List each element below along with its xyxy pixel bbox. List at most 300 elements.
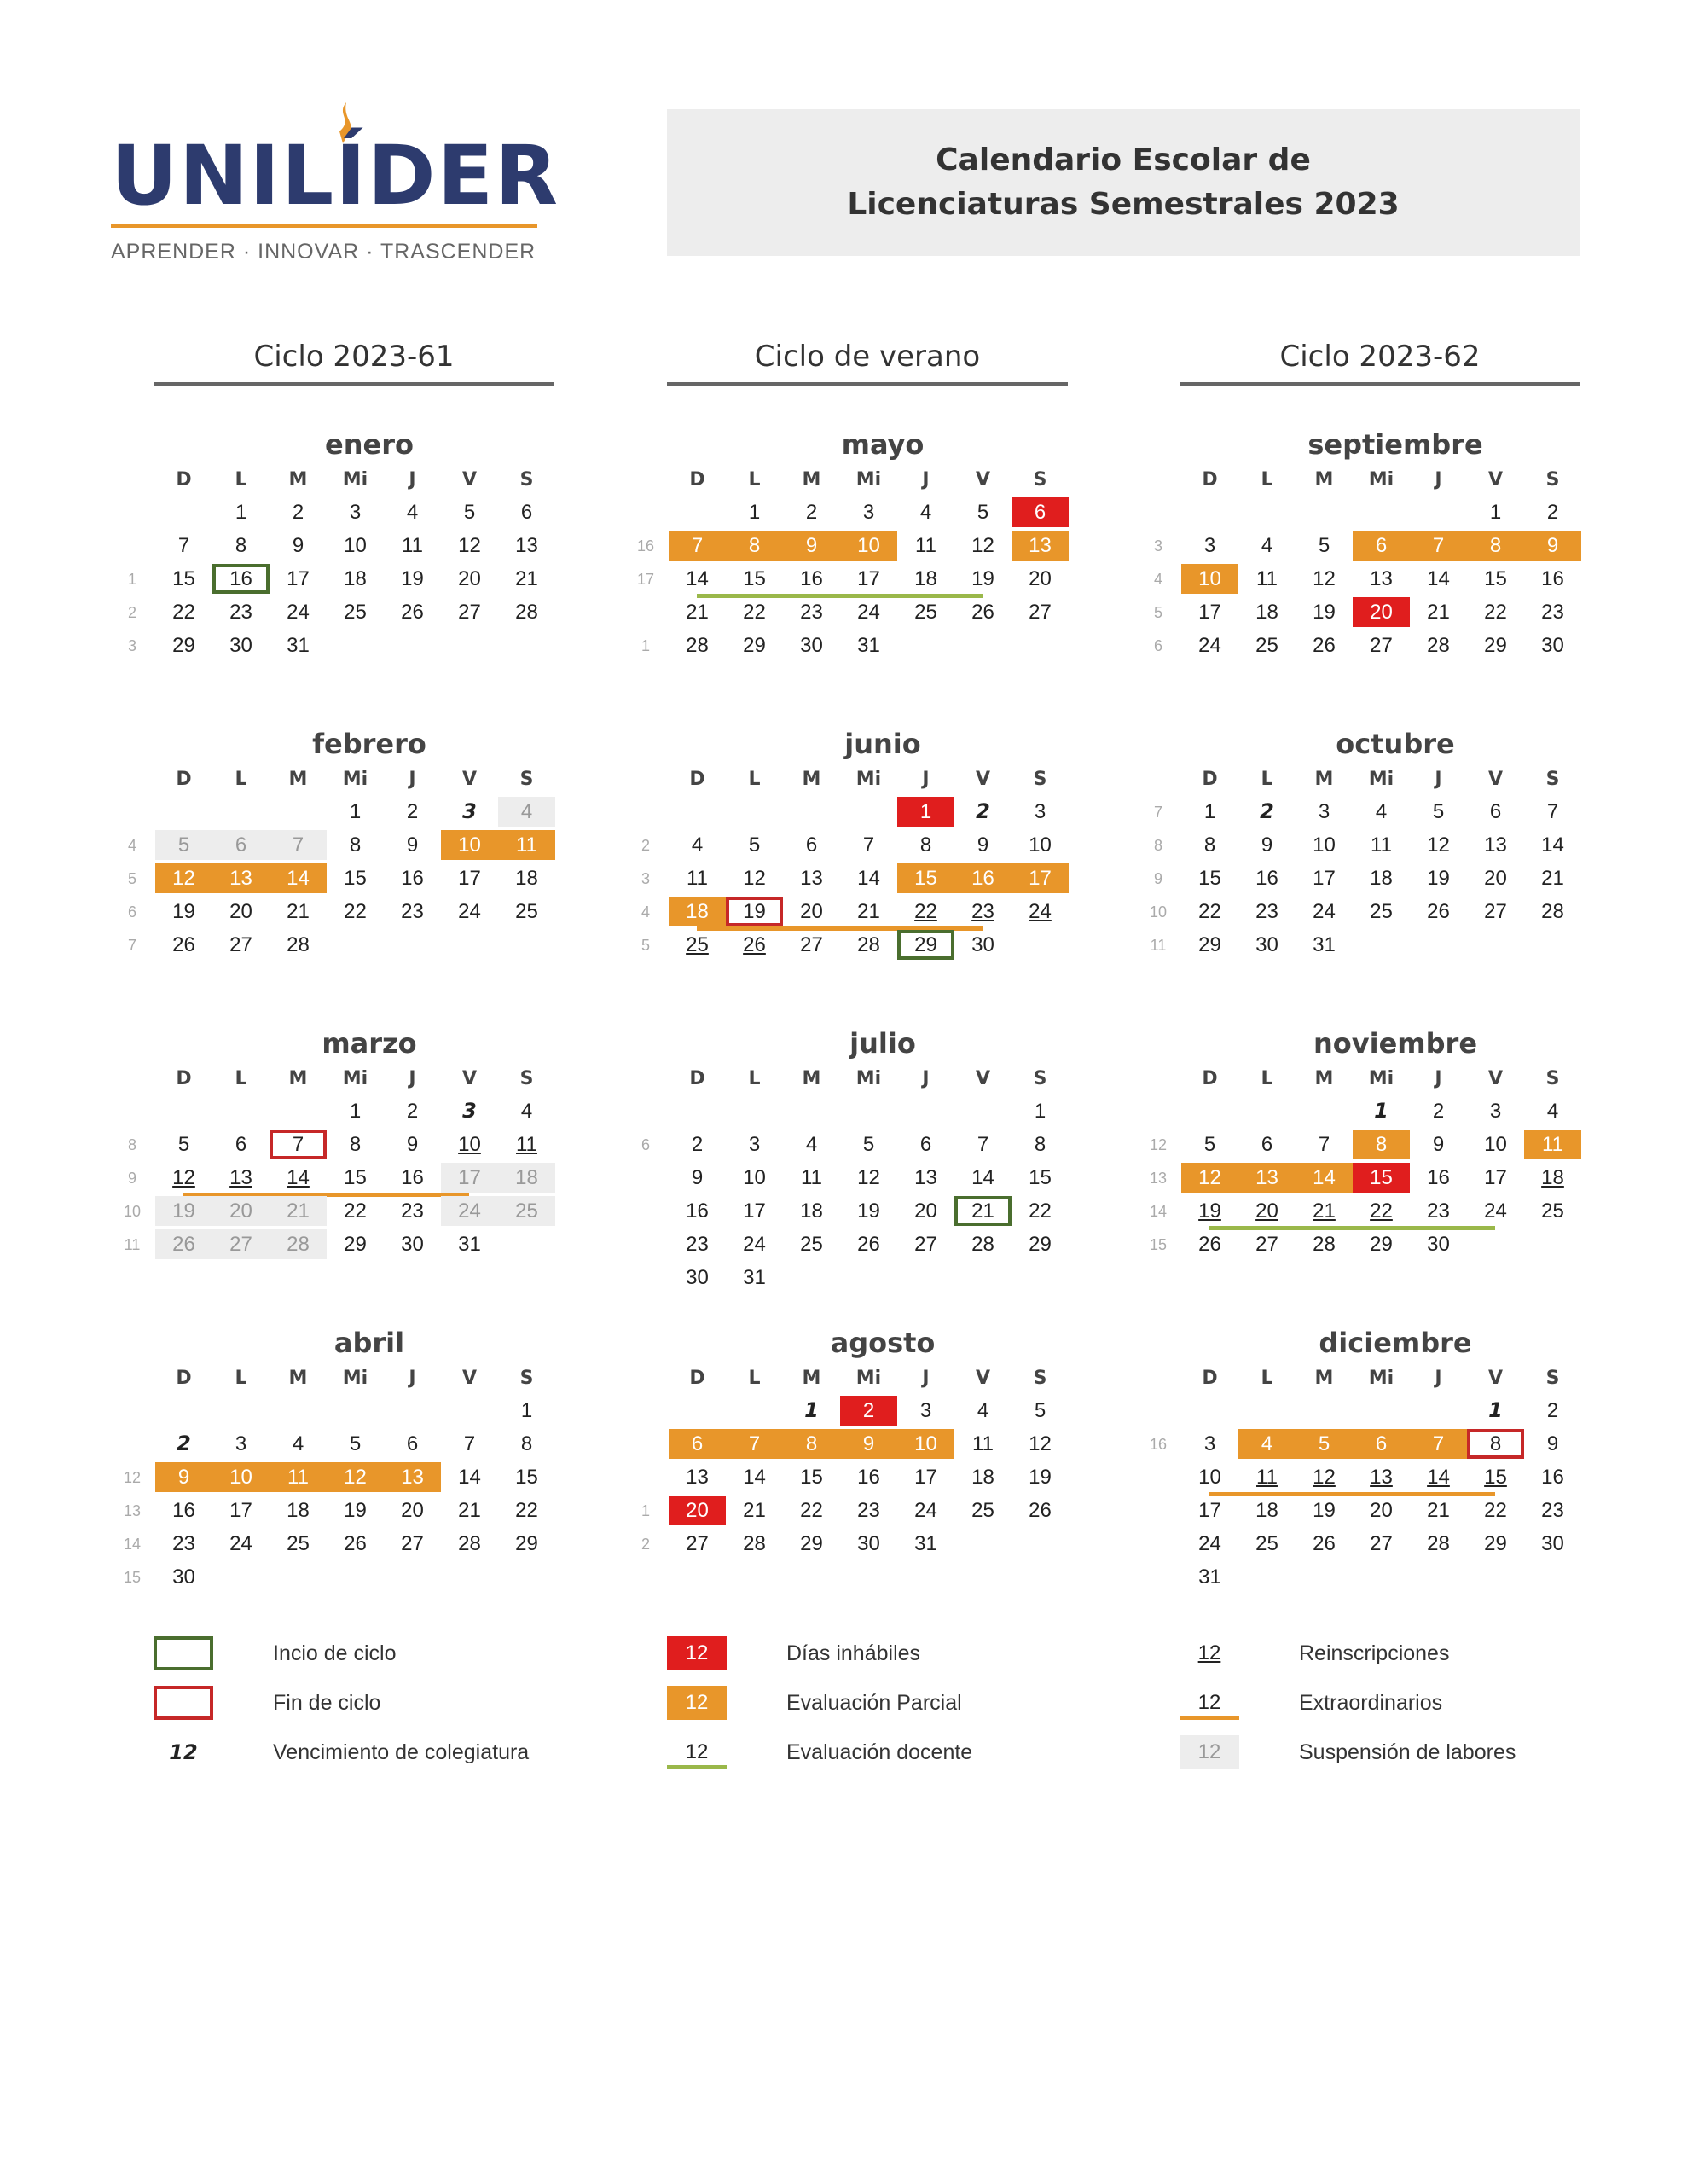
day-cell: 9 — [1432, 1133, 1445, 1156]
day-cell: 1 — [1034, 1100, 1046, 1123]
week-row — [111, 829, 588, 863]
cycle-header-2023-62 — [1180, 340, 1580, 386]
day-cell: 14 — [458, 1466, 481, 1489]
weekday-label: L — [235, 469, 247, 491]
month-agosto — [624, 1327, 1102, 1561]
day-cell: 18 — [1541, 1166, 1564, 1189]
day-cell: 3 — [862, 501, 875, 524]
day-cell: 17 — [1484, 1166, 1507, 1189]
day-cell: 27 — [401, 1532, 424, 1555]
week-row — [1137, 796, 1615, 829]
week-number: 15 — [1149, 1236, 1168, 1253]
week-number: 11 — [124, 1236, 141, 1253]
title-box — [667, 109, 1580, 256]
day-cell: 5 — [1318, 534, 1330, 557]
day-cell: 28 — [458, 1532, 481, 1555]
day-cell: 7 — [463, 1432, 476, 1455]
day-cell: 30 — [1541, 1532, 1564, 1555]
week-number — [624, 1461, 667, 1495]
week-number: 3 — [1153, 537, 1162, 555]
day-cell: 28 — [1427, 634, 1450, 657]
week-row — [1137, 1095, 1615, 1129]
day-cell: 15 — [1484, 567, 1507, 590]
day-cell: 2 — [1432, 1100, 1445, 1123]
month-abril — [111, 1327, 588, 1594]
day-cell: 20 — [914, 1199, 937, 1223]
day-cell: 8 — [1353, 1130, 1410, 1159]
day-cell: 25 — [344, 601, 367, 624]
day-cell: 10 — [743, 1166, 766, 1189]
day-cell: 19 — [1029, 1466, 1052, 1489]
week-number — [624, 497, 667, 530]
day-cell: 13 — [800, 867, 823, 890]
week-row — [1137, 1162, 1615, 1195]
week-number: 2 — [641, 837, 650, 854]
weekday-label: V — [1487, 1068, 1504, 1089]
day-cell: 28 — [971, 1233, 994, 1256]
legend-label: Días inhábiles — [786, 1641, 921, 1665]
day-cell: 30 — [800, 634, 823, 657]
week-number — [624, 596, 667, 630]
day-cell: 23 — [401, 1199, 424, 1223]
day-cell: 27 — [1029, 601, 1052, 624]
week-number: 12 — [1149, 1136, 1168, 1153]
weekday-label: S — [1545, 1068, 1560, 1089]
day-cell: 24 — [743, 1233, 766, 1256]
day-cell: 25 — [1370, 900, 1393, 923]
day-cell: 16 — [401, 1166, 424, 1189]
day-cell: 12 — [327, 1462, 384, 1492]
day-cell: 23 — [401, 900, 424, 923]
legend-swatch-underline: 12 — [1197, 1641, 1221, 1664]
day-cell: 12 — [1029, 1432, 1052, 1455]
day-cell: 19 — [1313, 601, 1336, 624]
weekday-header — [1137, 764, 1615, 796]
week-number — [111, 1095, 154, 1129]
week-row — [624, 596, 1102, 630]
day-cell: 16 — [1541, 1466, 1564, 1489]
day-cell: 2 — [177, 1432, 191, 1455]
day-cell: 22 — [344, 900, 367, 923]
week-number: 11 — [1150, 937, 1167, 954]
day-cell: 1 — [1488, 1398, 1503, 1422]
day-cell: 23 — [1255, 900, 1278, 923]
day-cell: 6 — [919, 1133, 932, 1156]
legend-swatch-orange: 12 — [667, 1686, 727, 1720]
day-cell: 19 — [726, 897, 783, 926]
legend-label: Evaluación Parcial — [786, 1691, 962, 1715]
week-number — [624, 796, 667, 829]
weekday-label: J — [1435, 769, 1442, 790]
day-cell: 14 — [287, 1166, 310, 1189]
week-row — [1137, 1195, 1615, 1228]
day-cell: 27 — [1370, 1532, 1393, 1555]
week-row — [1137, 530, 1615, 563]
week-number: 14 — [1149, 1203, 1168, 1220]
weekday-label: D — [1202, 469, 1218, 491]
week-number: 2 — [641, 1536, 650, 1553]
week-row — [1137, 630, 1615, 663]
day-cell: 9 — [783, 531, 840, 561]
day-cell: 31 — [458, 1233, 481, 1256]
month-marzo — [111, 1027, 588, 1262]
day-cell: 5 — [862, 1133, 875, 1156]
day-cell: 12 — [857, 1166, 880, 1189]
day-cell: 6 — [1353, 531, 1410, 561]
day-cell: 6 — [1353, 1429, 1410, 1459]
week-row — [111, 1095, 588, 1129]
month-title: enero — [325, 428, 414, 461]
cycle-divider — [1180, 382, 1580, 386]
week-number: 12 — [123, 1469, 142, 1486]
legend-swatch-green-border — [154, 1636, 213, 1670]
day-cell: 7 — [177, 534, 190, 557]
day-cell: 29 — [344, 1233, 367, 1256]
day-cell: 15 — [1353, 1163, 1410, 1193]
week-row — [111, 1129, 588, 1162]
day-cell: 8 — [1034, 1133, 1046, 1156]
month-title: julio — [849, 1027, 916, 1060]
day-cell: 13 — [686, 1466, 709, 1489]
day-cell: 9 — [406, 1133, 419, 1156]
weekday-label: V — [1487, 469, 1504, 491]
day-cell: 12 — [1313, 567, 1336, 590]
day-cell: 6 — [669, 1429, 726, 1459]
weekday-label: D — [176, 769, 192, 790]
day-cell: 11 — [972, 1432, 994, 1455]
day-cell: 24 — [1484, 1199, 1507, 1223]
day-cell: 4 — [498, 797, 555, 827]
day-cell: 27 — [1255, 1233, 1278, 1256]
day-cell: 24 — [857, 601, 880, 624]
day-cell: 11 — [516, 1133, 537, 1156]
weekday-label: L — [1261, 1068, 1273, 1089]
day-cell: 22 — [743, 601, 766, 624]
day-cell: 9 — [840, 1429, 897, 1459]
month-title: febrero — [312, 728, 426, 760]
weekday-label: M — [802, 469, 821, 491]
weekday-header — [111, 464, 588, 497]
day-cell: 15 — [172, 567, 195, 590]
day-cell: 31 — [1198, 1565, 1221, 1589]
day-cell: 19 — [155, 1196, 212, 1226]
cycle-label: Ciclo 2023-62 — [1279, 340, 1481, 374]
day-cell: 29 — [1484, 634, 1507, 657]
week-row — [1137, 596, 1615, 630]
weekday-label: S — [519, 769, 534, 790]
week-number: 10 — [123, 1203, 142, 1220]
day-cell: 1 — [1374, 1099, 1388, 1123]
day-cell: 16 — [1255, 867, 1278, 890]
day-cell: 9 — [1524, 531, 1581, 561]
weekday-label: J — [409, 1368, 416, 1389]
day-cell: 7 — [1546, 800, 1559, 823]
weekday-label: Mi — [1368, 469, 1394, 491]
week-number: 8 — [1153, 837, 1162, 854]
day-cell: 7 — [1318, 1133, 1330, 1156]
week-row — [111, 530, 588, 563]
day-cell: 31 — [914, 1532, 937, 1555]
day-cell: 8 — [919, 834, 932, 857]
day-cell: 26 — [743, 933, 766, 956]
week-number: 5 — [1153, 604, 1162, 621]
day-cell: 21 — [1541, 867, 1564, 890]
day-cell: 10 — [441, 830, 498, 860]
day-cell: 30 — [1427, 1233, 1450, 1256]
day-cell: 30 — [686, 1266, 709, 1289]
week-number: 6 — [641, 1136, 650, 1153]
day-cell: 28 — [270, 1229, 327, 1259]
day-cell: 24 — [1313, 900, 1336, 923]
day-cell: 26 — [1198, 1233, 1221, 1256]
weekday-label: Mi — [1368, 1068, 1394, 1089]
day-cell: 8 — [1467, 531, 1524, 561]
day-cell: 14 — [1427, 1466, 1450, 1489]
week-row — [111, 1495, 588, 1528]
weekday-header — [1137, 1362, 1615, 1395]
week-row — [624, 896, 1102, 929]
day-cell: 10 — [344, 534, 367, 557]
day-cell: 10 — [458, 1133, 481, 1156]
week-row — [624, 1129, 1102, 1162]
week-number: 16 — [1149, 1436, 1168, 1453]
weekday-label: L — [235, 1368, 247, 1389]
week-number: 4 — [127, 837, 136, 854]
day-cell: 16 — [1541, 567, 1564, 590]
day-cell: 8 — [235, 534, 247, 557]
week-number: 9 — [1153, 870, 1162, 887]
day-cell: 15 — [1484, 1466, 1507, 1489]
week-row — [624, 1095, 1102, 1129]
day-cell: 18 — [914, 567, 937, 590]
day-cell: 11 — [1524, 1130, 1581, 1159]
legend-swatch-red-border — [154, 1686, 213, 1720]
day-cell: 15 — [515, 1466, 538, 1489]
month-diciembre — [1137, 1327, 1615, 1594]
day-cell: 29 — [1484, 1532, 1507, 1555]
weekday-header — [624, 464, 1102, 497]
week-row — [1137, 1495, 1615, 1528]
weekday-label: V — [461, 769, 478, 790]
day-cell: 22 — [914, 900, 937, 923]
legend-label: Evaluación docente — [786, 1740, 973, 1764]
week-row — [111, 1428, 588, 1461]
day-cell: 24 — [1198, 634, 1221, 657]
day-cell: 29 — [172, 634, 195, 657]
day-cell: 28 — [515, 601, 538, 624]
day-cell: 6 — [805, 834, 818, 857]
day-cell: 7 — [1410, 531, 1467, 561]
cycle-divider — [154, 382, 554, 386]
day-cell: 7 — [669, 531, 726, 561]
month-title: noviembre — [1313, 1027, 1478, 1060]
day-cell: 7 — [862, 834, 875, 857]
day-cell: 13 — [515, 534, 538, 557]
day-cell: 27 — [914, 1233, 937, 1256]
week-row — [111, 596, 588, 630]
weekday-label: S — [1033, 1368, 1047, 1389]
day-cell: 30 — [172, 1565, 195, 1589]
day-cell: 8 — [349, 834, 362, 857]
day-cell: 15 — [1198, 867, 1221, 890]
week-number: 7 — [127, 937, 136, 954]
day-cell: 2 — [840, 1396, 897, 1426]
month-febrero — [111, 728, 588, 962]
day-cell: 18 — [971, 1466, 994, 1489]
day-cell: 4 — [1261, 534, 1273, 557]
day-cell: 28 — [1541, 900, 1564, 923]
day-cell: 23 — [686, 1233, 709, 1256]
day-cell: 5 — [977, 501, 989, 524]
day-cell: 31 — [1313, 933, 1336, 956]
week-number: 17 — [636, 571, 655, 588]
day-cell: 21 — [1313, 1199, 1336, 1223]
week-number — [1137, 1495, 1180, 1528]
cycle-divider — [667, 382, 1068, 386]
month-enero — [111, 428, 588, 663]
day-cell: 11 — [1371, 834, 1392, 857]
day-cell: 5 — [349, 1432, 362, 1455]
day-cell: 20 — [401, 1499, 424, 1522]
week-row — [1137, 1528, 1615, 1561]
day-cell: 20 — [1029, 567, 1052, 590]
day-cell: 13 — [384, 1462, 441, 1492]
day-cell: 25 — [1541, 1199, 1564, 1223]
day-cell: 13 — [212, 863, 270, 893]
weekday-label: L — [235, 769, 247, 790]
day-cell: 31 — [857, 634, 880, 657]
day-cell: 10 — [840, 531, 897, 561]
cycle-header-2023-61 — [154, 340, 554, 386]
day-cell: 16 — [1427, 1166, 1450, 1189]
week-number — [1137, 1561, 1180, 1594]
day-cell: 18 — [344, 567, 367, 590]
day-cell: 20 — [1370, 1499, 1393, 1522]
day-cell: 25 — [686, 933, 709, 956]
day-cell: 25 — [1255, 634, 1278, 657]
day-cell: 18 — [498, 1163, 555, 1193]
weekday-label: L — [1261, 1368, 1273, 1389]
week-row — [624, 1195, 1102, 1228]
day-cell: 5 — [463, 501, 476, 524]
day-cell: 11 — [801, 1166, 822, 1189]
weekday-label: M — [1314, 769, 1334, 790]
weekday-header — [111, 764, 588, 796]
week-row — [624, 1395, 1102, 1428]
weekday-header — [624, 764, 1102, 796]
weekday-label: V — [1487, 769, 1504, 790]
month-septiembre — [1137, 428, 1615, 663]
day-cell: 3 — [235, 1432, 247, 1455]
month-title: junio — [844, 728, 921, 760]
day-cell: 19 — [344, 1499, 367, 1522]
legend-swatch-red: 12 — [667, 1636, 727, 1670]
week-row — [1137, 829, 1615, 863]
week-row — [624, 563, 1102, 596]
weekday-label: M — [288, 1068, 308, 1089]
week-row — [1137, 896, 1615, 929]
week-number: 7 — [1153, 804, 1162, 821]
day-cell: 4 — [520, 1100, 533, 1123]
day-cell: 1 — [349, 1100, 362, 1123]
legend-swatch-bold: 12 — [169, 1740, 198, 1764]
weekday-header — [1137, 464, 1615, 497]
day-cell: 2 — [292, 501, 304, 524]
week-row — [624, 796, 1102, 829]
day-cell: 4 — [292, 1432, 304, 1455]
day-cell: 10 — [1181, 564, 1238, 594]
week-number — [624, 1195, 667, 1228]
day-cell: 14 — [270, 863, 327, 893]
day-cell: 22 — [1198, 900, 1221, 923]
weekday-label: D — [176, 1068, 192, 1089]
week-row — [111, 1395, 588, 1428]
week-number: 3 — [127, 637, 136, 654]
day-cell: 3 — [919, 1399, 932, 1422]
day-cell: 6 — [1261, 1133, 1273, 1156]
day-cell: 27 — [229, 933, 252, 956]
day-cell: 22 — [515, 1499, 538, 1522]
legend — [0, 1621, 1687, 1792]
weekday-label: L — [1261, 469, 1273, 491]
day-cell: 5 — [748, 834, 761, 857]
day-cell: 3 — [1034, 800, 1046, 823]
day-cell: 30 — [857, 1532, 880, 1555]
week-row — [624, 497, 1102, 530]
day-cell: 22 — [1484, 601, 1507, 624]
weekday-label: J — [409, 469, 416, 491]
day-cell: 19 — [1198, 1199, 1221, 1223]
week-number: 14 — [123, 1536, 142, 1553]
week-row — [1137, 1561, 1615, 1594]
day-cell: 4 — [406, 501, 419, 524]
week-row — [624, 863, 1102, 896]
weekday-label: J — [922, 769, 930, 790]
day-cell: 17 — [914, 1466, 937, 1489]
day-cell: 12 — [971, 534, 994, 557]
day-cell: 21 — [287, 900, 310, 923]
day-cell: 21 — [686, 601, 709, 624]
week-number — [624, 1095, 667, 1129]
weekday-label: J — [922, 1068, 930, 1089]
day-cell: 4 — [1238, 1429, 1296, 1459]
weekday-label: Mi — [855, 1068, 882, 1089]
weekday-label: M — [288, 1368, 308, 1389]
week-number: 3 — [641, 870, 650, 887]
day-cell: 14 — [1427, 567, 1450, 590]
day-cell: 5 — [1432, 800, 1445, 823]
day-cell: 14 — [857, 867, 880, 890]
day-cell: 13 — [914, 1166, 937, 1189]
day-cell: 7 — [270, 1130, 327, 1159]
day-cell: 18 — [515, 867, 538, 890]
week-number: 13 — [1149, 1170, 1168, 1187]
page-title-line-1: Calendario Escolar de — [936, 142, 1311, 177]
day-cell: 12 — [1427, 834, 1450, 857]
day-cell: 30 — [971, 933, 994, 956]
week-number: 6 — [1153, 637, 1162, 654]
day-cell: 9 — [155, 1462, 212, 1492]
day-cell: 30 — [401, 1233, 424, 1256]
day-cell: 19 — [857, 1199, 880, 1223]
day-cell: 16 — [857, 1466, 880, 1489]
week-number — [111, 796, 154, 829]
weekday-header — [111, 1362, 588, 1395]
week-number — [111, 1395, 154, 1428]
day-cell: 28 — [743, 1532, 766, 1555]
day-cell: 25 — [515, 900, 538, 923]
day-cell: 26 — [1427, 900, 1450, 923]
